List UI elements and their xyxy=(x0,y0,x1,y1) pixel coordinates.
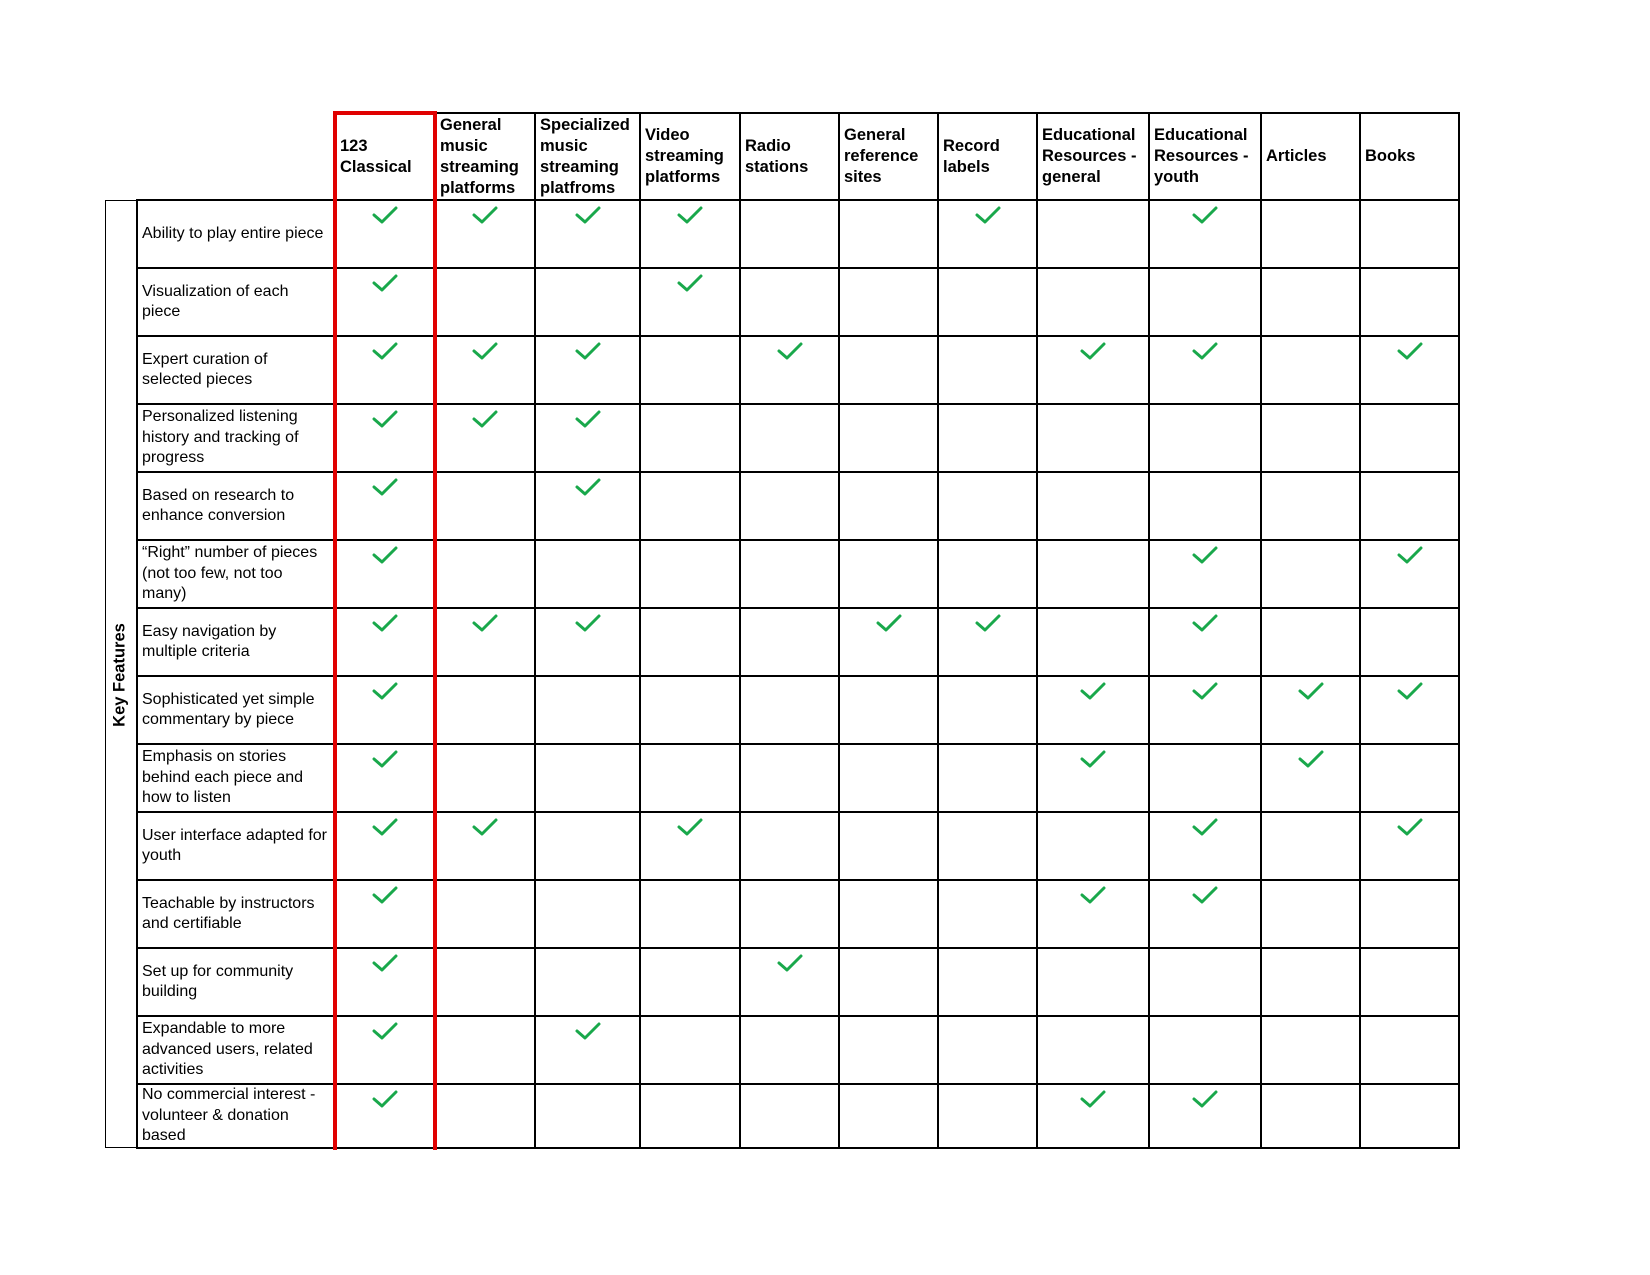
grid-hline xyxy=(334,112,1461,115)
check-icon xyxy=(470,612,500,634)
feature-label-text: Expandable to more advanced users, related activities xyxy=(142,1020,313,1079)
check-icon xyxy=(370,476,400,498)
check-icon xyxy=(1190,204,1220,226)
check-icon xyxy=(573,408,603,430)
check-icon xyxy=(1190,544,1220,566)
column-header-text: Radio stations xyxy=(745,136,809,176)
column-header xyxy=(939,113,1036,200)
check-icon xyxy=(370,884,400,906)
check-icon xyxy=(470,408,500,430)
check-icon xyxy=(470,204,500,226)
feature-label-text: Visualization of each piece xyxy=(142,282,289,320)
feature-label xyxy=(138,677,334,743)
check-icon xyxy=(470,340,500,362)
feature-label-text: Sophisticated yet simple commentary by piece xyxy=(142,690,315,728)
check-icon xyxy=(1078,1088,1108,1110)
column-header-text: Specialized music streaming platfroms xyxy=(540,115,630,197)
check-icon xyxy=(973,204,1003,226)
feature-label xyxy=(138,337,334,403)
check-icon xyxy=(775,340,805,362)
check-icon xyxy=(370,680,400,702)
check-icon xyxy=(1078,748,1108,770)
feature-label-text: “Right” number of pieces (not too few, not too many) xyxy=(142,544,318,603)
check-icon xyxy=(370,340,400,362)
feature-label-text: Ability to play entire piece xyxy=(142,224,324,242)
column-header-text: 123 Classical xyxy=(340,136,412,176)
column-header xyxy=(536,113,639,200)
check-icon xyxy=(573,204,603,226)
check-icon xyxy=(573,476,603,498)
feature-label xyxy=(138,541,334,607)
check-icon xyxy=(775,952,805,974)
check-icon xyxy=(1190,884,1220,906)
check-icon xyxy=(370,1088,400,1110)
check-icon xyxy=(370,952,400,974)
column-header xyxy=(1150,113,1260,200)
check-icon xyxy=(370,1020,400,1042)
column-header xyxy=(1262,113,1359,200)
feature-label xyxy=(138,949,334,1015)
feature-label xyxy=(138,745,334,811)
check-icon xyxy=(675,204,705,226)
check-icon xyxy=(1078,340,1108,362)
key-features-label: Key Features xyxy=(110,623,129,727)
highlight-border xyxy=(333,111,337,1150)
check-icon xyxy=(370,408,400,430)
feature-label xyxy=(138,473,334,539)
check-icon xyxy=(1395,544,1425,566)
check-icon xyxy=(370,272,400,294)
check-icon xyxy=(1190,612,1220,634)
feature-label xyxy=(138,1017,334,1083)
column-header-text: Educational Resources - general xyxy=(1042,126,1137,186)
highlight-border xyxy=(333,111,437,115)
column-header xyxy=(741,113,838,200)
check-icon xyxy=(675,272,705,294)
check-icon xyxy=(370,204,400,226)
check-icon xyxy=(973,612,1003,634)
column-header-text: Educational Resources - youth xyxy=(1154,126,1249,186)
column-header xyxy=(1038,113,1148,200)
column-header-text: Books xyxy=(1365,147,1416,165)
check-icon xyxy=(1078,680,1108,702)
check-icon xyxy=(370,544,400,566)
check-icon xyxy=(573,1020,603,1042)
check-icon xyxy=(1078,884,1108,906)
check-icon xyxy=(1395,816,1425,838)
check-icon xyxy=(1190,340,1220,362)
column-header xyxy=(436,113,534,200)
column-header-text: Video streaming platforms xyxy=(645,126,724,186)
feature-label-text: Set up for community building xyxy=(142,962,294,1000)
feature-label xyxy=(138,1085,334,1147)
feature-label xyxy=(138,881,334,947)
check-icon xyxy=(470,816,500,838)
check-icon xyxy=(1395,340,1425,362)
check-icon xyxy=(573,340,603,362)
feature-label xyxy=(138,609,334,675)
feature-label-text: Based on research to enhance conversion xyxy=(142,486,295,524)
check-icon xyxy=(1190,816,1220,838)
check-icon xyxy=(370,816,400,838)
feature-label-text: Easy navigation by multiple criteria xyxy=(142,622,277,660)
feature-label-text: User interface adapted for youth xyxy=(142,826,327,864)
feature-label xyxy=(138,405,334,471)
feature-label-text: No commercial interest - volunteer & donation based xyxy=(142,1086,316,1145)
check-icon xyxy=(1190,680,1220,702)
column-header xyxy=(336,113,434,200)
feature-label-text: Personalized listening history and tracking of progress xyxy=(142,408,299,467)
highlight-border xyxy=(433,111,437,1150)
feature-label xyxy=(138,269,334,335)
feature-label xyxy=(138,201,334,267)
column-header xyxy=(840,113,937,200)
check-icon xyxy=(370,612,400,634)
check-icon xyxy=(370,748,400,770)
column-header xyxy=(1361,113,1458,200)
column-header-text: Articles xyxy=(1266,147,1327,165)
feature-label-text: Emphasis on stories behind each piece and how to listen xyxy=(142,748,304,807)
check-icon xyxy=(1296,680,1326,702)
check-icon xyxy=(675,816,705,838)
check-icon xyxy=(1296,748,1326,770)
column-header-text: Record labels xyxy=(943,136,1000,176)
check-icon xyxy=(1190,1088,1220,1110)
check-icon xyxy=(874,612,904,634)
column-header-text: General music streaming platforms xyxy=(440,115,519,197)
feature-label-text: Expert curation of selected pieces xyxy=(142,350,268,388)
feature-label-text: Teachable by instructors and certifiable xyxy=(142,894,315,932)
column-header xyxy=(641,113,739,200)
column-header-text: General reference sites xyxy=(844,126,919,186)
check-icon xyxy=(573,612,603,634)
check-icon xyxy=(1395,680,1425,702)
feature-label xyxy=(138,813,334,879)
